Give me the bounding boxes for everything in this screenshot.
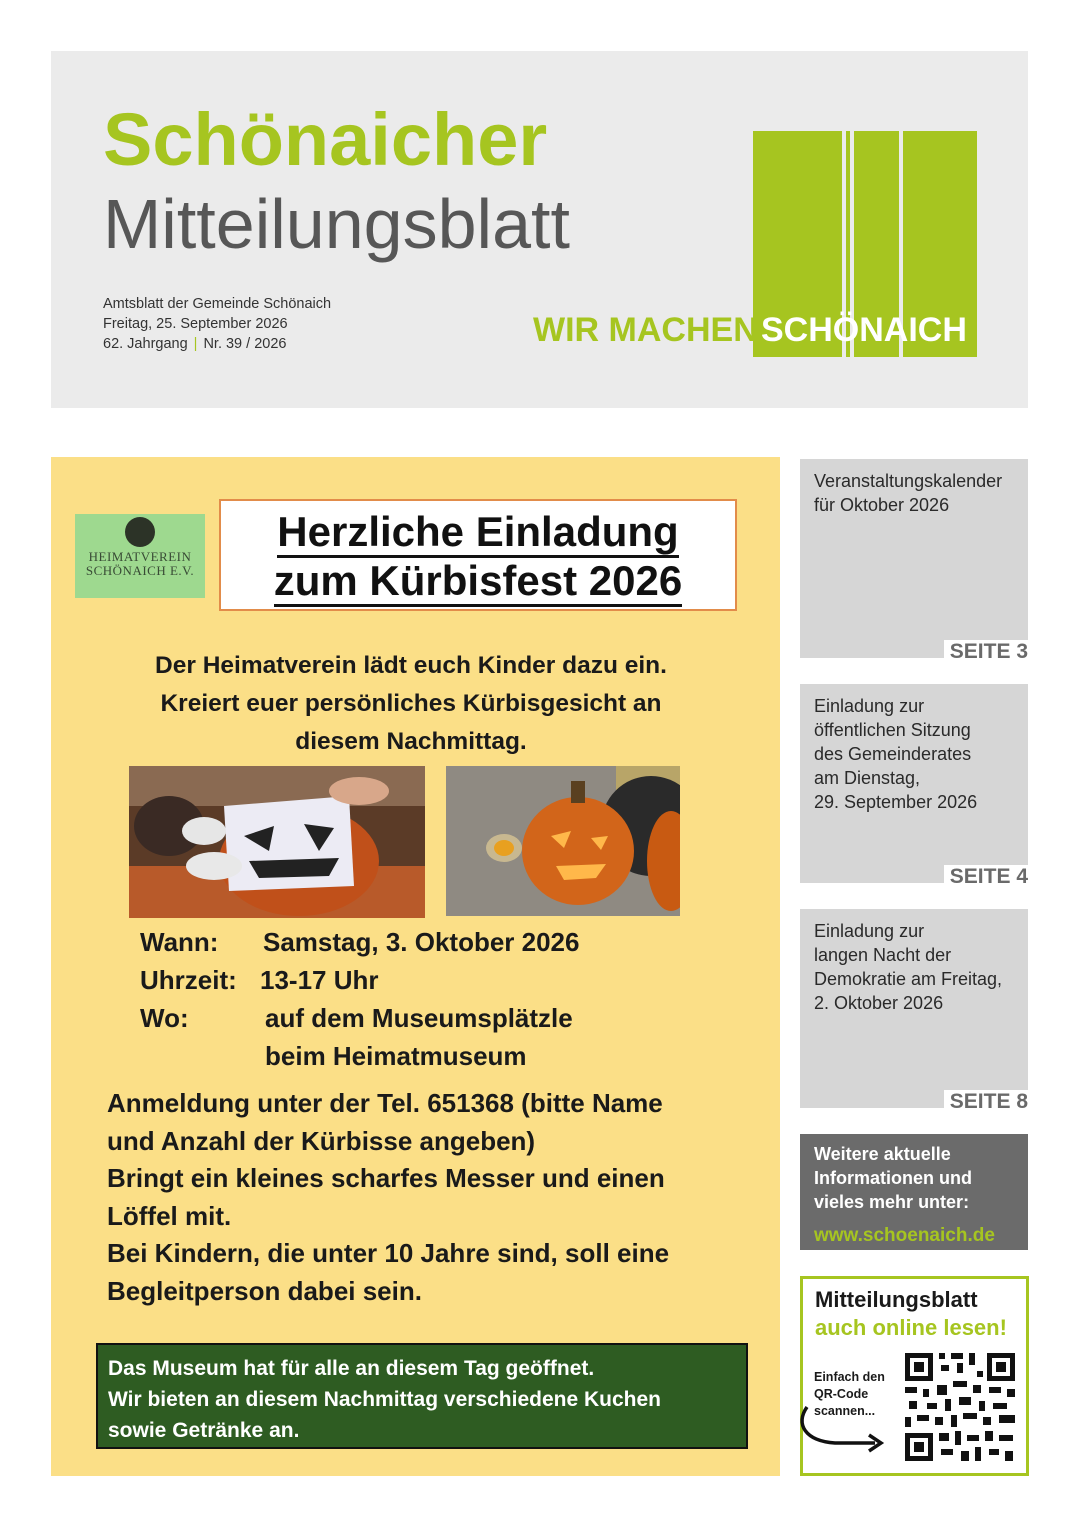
card-line: langen Nacht der	[814, 945, 952, 965]
jack-o-lantern-photo	[446, 766, 680, 916]
intro-line: diesem Nachmittag.	[295, 728, 527, 755]
card-line: öffentlichen Sitzung	[814, 720, 971, 740]
registration-line: und Anzahl der Kürbisse angeben)	[107, 1125, 536, 1156]
card-text	[814, 469, 1002, 517]
website-link[interactable]: www.schoenaich.de	[814, 1225, 995, 1246]
card-line: 29. September 2026	[814, 792, 978, 812]
issue-number: Nr. 39 / 2026	[203, 336, 287, 352]
card-line: 2. Oktober 2026	[814, 993, 944, 1013]
sidebar-card-democracy[interactable]	[800, 909, 1028, 1113]
tree-icon	[125, 517, 155, 547]
volume: 62. Jahrgang	[103, 336, 188, 352]
more-info-card	[800, 1134, 1028, 1250]
logo-text-line1: HEIMATVEREIN	[88, 549, 192, 564]
bring-line: Bringt ein kleines scharfes Messer und einen	[107, 1163, 665, 1193]
heimatverein-logo	[75, 514, 205, 598]
card-line: am Dienstag,	[814, 768, 921, 788]
card-line: für Oktober 2026	[814, 495, 950, 515]
event-panel	[51, 457, 780, 1476]
scan-line: QR-Code	[814, 1387, 869, 1401]
card-line: Veranstaltungskalender	[814, 471, 1003, 491]
masthead	[51, 51, 1028, 408]
sidebar-card-events[interactable]	[800, 459, 1028, 663]
notice-line: Wir bieten an diesem Nachmittag verschiedene Kuchen	[108, 1388, 661, 1411]
where-value-line1: auf dem Museumsplätzle	[265, 1003, 573, 1033]
time-value: 13-17 Uhr	[260, 965, 379, 995]
online-subtitle: auch online lesen!	[815, 1315, 1007, 1340]
headline-line2: zum Kürbisfest 2026	[274, 558, 682, 607]
notice-line: sowie Getränke an.	[108, 1419, 300, 1442]
where-value-line2: beim Heimatmuseum	[265, 1041, 527, 1071]
intro-line: Der Heimatverein lädt euch Kinder dazu ein.	[155, 652, 667, 679]
masthead-title-line1: Schönaicher	[103, 98, 548, 181]
slogan-part2: SCHÖNAICH	[761, 311, 967, 349]
online-title: Mitteilungsblatt	[815, 1287, 978, 1312]
issue-info	[103, 334, 331, 354]
page-reference: SEITE 8	[944, 1090, 1028, 1114]
jack-o-lantern-illustration	[446, 766, 680, 916]
more-info-line: Informationen und	[814, 1168, 972, 1188]
issue-date: Freitag, 25. September 2026	[103, 316, 288, 332]
curved-arrow-icon	[795, 1379, 895, 1459]
registration-text	[107, 1085, 757, 1310]
scan-line: scannen...	[814, 1404, 876, 1418]
more-info-line: vieles mehr unter:	[814, 1192, 970, 1212]
heimatverein-logo-text	[75, 550, 205, 578]
headline-line1: Herzliche Einladung	[277, 509, 678, 558]
online-reading-card	[800, 1276, 1029, 1476]
masthead-subtitle: Amtsblatt der Gemeinde Schönaich	[103, 296, 332, 312]
more-info-line: Weitere aktuelle	[814, 1144, 951, 1164]
notice-line: Das Museum hat für alle an diesem Tag geöffnet.	[108, 1357, 595, 1380]
meta-separator: |	[193, 336, 198, 352]
children-line: Begleitperson dabei sein.	[107, 1275, 422, 1306]
sidebar-card-council[interactable]	[800, 684, 1028, 888]
children-line: Bei Kindern, die unter 10 Jahre sind, soll eine	[107, 1238, 670, 1268]
qr-code-icon[interactable]	[903, 1351, 1017, 1463]
card-text	[814, 919, 1002, 1015]
masthead-meta	[103, 294, 331, 354]
pumpkin-carving-photo	[129, 766, 425, 918]
slogan-part1: WIR MACHEN	[533, 311, 758, 349]
when-value: Samstag, 3. Oktober 2026	[263, 927, 580, 957]
scan-line: Einfach den	[814, 1370, 885, 1384]
museum-notice	[96, 1343, 748, 1449]
bring-line: Löffel mit.	[107, 1200, 232, 1231]
when-label: Wann:	[140, 927, 219, 957]
intro-text	[81, 647, 741, 761]
pumpkin-carving-illustration	[129, 766, 425, 918]
where-label: Wo:	[140, 1003, 189, 1033]
card-line: Einladung zur	[814, 921, 925, 941]
headline-box	[219, 499, 737, 611]
card-text	[814, 694, 977, 814]
card-line: Demokratie am Freitag,	[814, 969, 1003, 989]
card-line: des Gemeinderates	[814, 744, 972, 764]
page-reference: SEITE 3	[944, 640, 1028, 664]
intro-line: Kreiert euer persönliches Kürbisgesicht an	[160, 690, 662, 717]
registration-line: Anmeldung unter der Tel. 651368 (bitte Name	[107, 1088, 663, 1118]
logo-text-line2: SCHÖNAICH E.V.	[85, 563, 195, 578]
page-reference: SEITE 4	[944, 865, 1028, 889]
masthead-title-line2: Mitteilungsblatt	[103, 185, 570, 263]
time-label: Uhrzeit:	[140, 965, 237, 995]
card-line: Einladung zur	[814, 696, 925, 716]
